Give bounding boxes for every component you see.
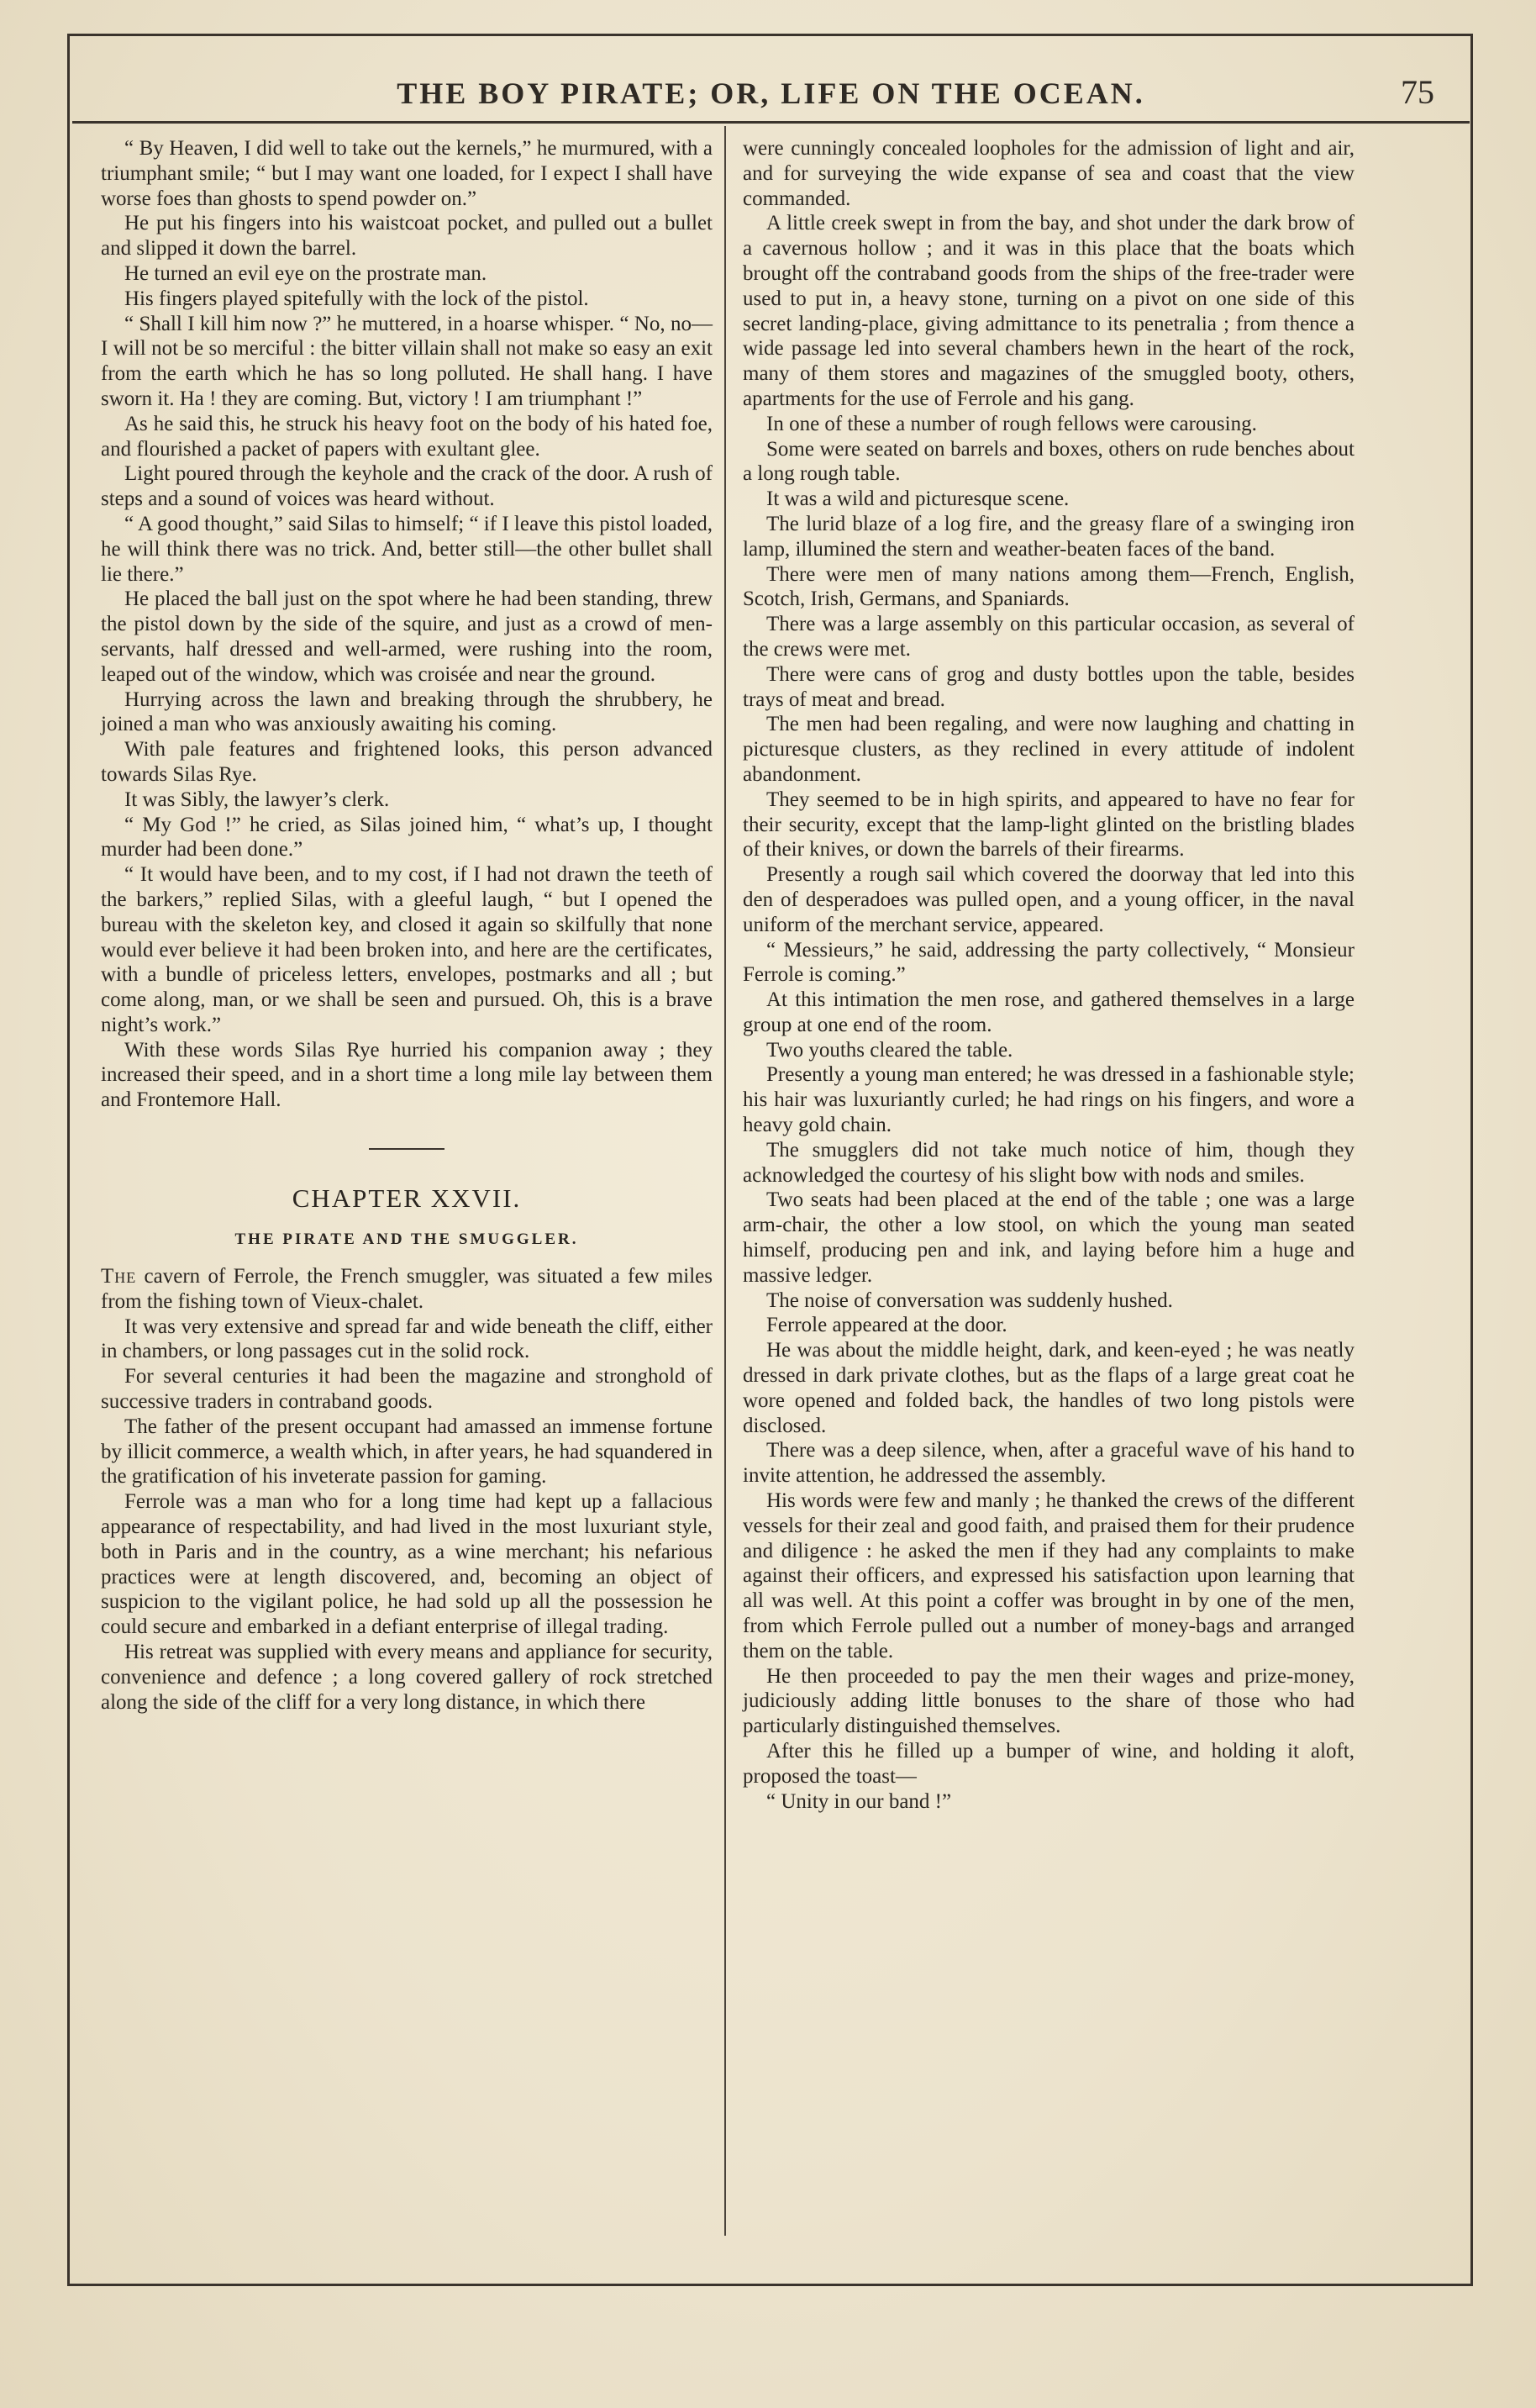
chapter-opening-paragraph xyxy=(101,1264,713,1315)
paragraph: With pale features and frightened looks, this person advanced towards Silas Rye. xyxy=(101,738,713,786)
page-header xyxy=(72,67,1470,119)
paragraph: It was a wild and picturesque scene. xyxy=(766,487,1070,511)
paragraph: The smugglers did not take much notice of him, though they acknowledged the courtesy of his slight bow with nods and smiles. xyxy=(743,1138,1355,1187)
paragraph: There was a large assembly on this particular occasion, as several of the crews were met. xyxy=(743,613,1355,661)
paragraph: He then proceeded to pay the men their wages and prize-money, judiciously adding little bonuses to the share of those who had particularly distinguished themselves. xyxy=(743,1664,1355,1738)
paragraph: He put his fingers into his waistcoat pocket, and pulled out a bullet and slipped it down the barrel. xyxy=(101,212,713,261)
chapter-heading: CHAPTER XXVII. xyxy=(292,1183,522,1214)
paragraph: There were cans of grog and dusty bottles upon the table, besides trays of meat and bread. xyxy=(743,662,1355,711)
paragraph: “ My God !” he cried, as Silas joined him, “ what’s up, I thought murder had been done.” xyxy=(101,813,713,862)
paragraph: The lurid blaze of a log fire, and the greasy flare of a swinging iron lamp, illumined the stern and weather-beaten faces of the band. xyxy=(743,512,1355,561)
running-title: THE BOY PIRATE; OR, LIFE ON THE OCEAN. xyxy=(397,76,1145,110)
left-column xyxy=(101,136,713,1715)
right-column xyxy=(743,136,1355,1814)
paragraph: The noise of conversation was suddenly hushed. xyxy=(766,1288,1173,1312)
column-divider xyxy=(724,126,726,2236)
paragraph: At this intimation the men rose, and gathered themselves in a large group at one end of the room. xyxy=(743,988,1355,1036)
paragraph: Presently a young man entered; he was dressed in a fashionable style; his hair was luxuriantly curled; he had rings on his fingers, and wore a heavy gold chain. xyxy=(743,1063,1355,1137)
paragraph: In one of these a number of rough fellows were carousing. xyxy=(766,412,1257,435)
paragraph: Two youths cleared the table. xyxy=(766,1038,1013,1062)
paragraph: The father of the present occupant had amassed an immense fortune by illicit commerce, a wealth which, in after years, he had squandered in the gratification of his inveterate passion for gaming. xyxy=(101,1415,713,1489)
paragraph: Ferrole appeared at the door. xyxy=(766,1314,1007,1337)
paragraph: Light poured through the keyhole and the crack of the door. A rush of steps and a sound of voices was heard without. xyxy=(101,462,713,511)
paragraph: There was a deep silence, when, after a graceful wave of his hand to invite attention, he addressed the assembly. xyxy=(743,1439,1355,1488)
chapter-opening-text: cavern of Ferrole, the French smuggler, was situated a few miles from the fishing town of Vieux-chalet. xyxy=(101,1265,713,1313)
paragraph: It was Sibly, the lawyer’s clerk. xyxy=(124,788,390,811)
paragraph: For several centuries it had been the magazine and stronghold of successive traders in contraband goods. xyxy=(101,1365,713,1414)
paragraph: It was very extensive and spread far and wide beneath the cliff, either in chambers, or long passages cut in the solid rock. xyxy=(101,1315,713,1363)
chapter-first-word: The xyxy=(101,1265,137,1288)
paragraph: His fingers played spitefully with the lock of the pistol. xyxy=(124,287,589,310)
paragraph: The men had been regaling, and were now laughing and chatting in picturesque clusters, as they reclined in every attitude of indolent abandonment. xyxy=(743,713,1355,786)
paragraph: There were men of many nations among them—French, English, Scotch, Irish, Germans, and Spaniards. xyxy=(743,562,1355,611)
chapter-separator-rule xyxy=(369,1148,444,1150)
paragraph: “ A good thought,” said Silas to himself; “ if I leave this pistol loaded, he will think there was no trick. And, better still—the other bullet shall lie there.” xyxy=(101,512,713,586)
paragraph: “ Shall I kill him now ?” he muttered, in a hoarse whisper. “ No, no—I will not be so merciful : the bitter villain shall not make so easy an exit from the earth which he has so long polluted. He shall hang. I have sworn it. Ha ! they are coming. But, victory ! I am triumphant !” xyxy=(101,312,713,410)
paragraph: “ Messieurs,” he said, addressing the party collectively, “ Monsieur Ferrole is coming.” xyxy=(743,938,1355,987)
paragraph: As he said this, he struck his heavy foot on the body of his hated foe, and flourished a packet of papers with exultant glee. xyxy=(101,412,713,461)
paragraph: His retreat was supplied with every means and appliance for security, convenience and defence ; a long covered gallery of rock stretched along the side of the cliff for a very long distance, in which there xyxy=(101,1641,713,1714)
paragraph: With these words Silas Rye hurried his companion away ; they increased their speed, and in a short time a long mile lay between them and Frontemore Hall. xyxy=(101,1038,713,1112)
paragraph: “ It would have been, and to my cost, if I had not drawn the teeth of the barkers,” replied Silas, with a gleeful laugh, “ but I opened the bureau with the skeleton key, and closed it again so skilfully that none would ever believe it had been broken into, and here are the certificates, with a bundle of priceless letters, envelopes, postmarks and all ; but come along, man, or we shall be seen and pursued. Oh, this is a brave night’s work.” xyxy=(101,863,713,1036)
paragraph: Some were seated on barrels and boxes, others on rude benches about a long rough table. xyxy=(743,437,1355,486)
header-rule xyxy=(72,121,1470,124)
chapter-subtitle: THE PIRATE AND THE SMUGGLER. xyxy=(234,1230,579,1249)
paragraph: A little creek swept in from the bay, and shot under the dark brow of a cavernous hollow ; and it was in this place that the boats which brought off the contraband goods from the ships of the free-trader were used to put in, a heavy stone, turning on a pivot on one side of this secret landing-place, giving admittance to its penetralia ; from thence a wide passage led into several chambers hewn in the heart of the rock, many of them stores and magazines of the smuggled booty, others, apartments for the use of Ferrole and his gang. xyxy=(743,212,1355,410)
paragraph: Two seats had been placed at the end of the table ; one was a large arm-chair, the other a low stool, on which the young man seated himself, producing pen and ink, and laying before him a huge and massive ledger. xyxy=(743,1188,1355,1287)
paragraph: They seemed to be in high spirits, and appeared to have no fear for their security, except that the lamp-light glinted on the bristling blades of their knives, or down the barrels of their firearms. xyxy=(743,788,1355,862)
paragraph: Hurrying across the lawn and breaking through the shrubbery, he joined a man who was anxiously awaiting his coming. xyxy=(101,688,713,736)
paragraph: “ Unity in our band !” xyxy=(766,1789,952,1813)
paragraph: He placed the ball just on the spot where he had been standing, threw the pistol down by the side of the squire, and just as a crowd of men-servants, half dressed and well-armed, were rushing into the room, leaped out of the window, which was croisée and near the ground. xyxy=(101,588,713,686)
paragraph: He was about the middle height, dark, and keen-eyed ; he was neatly dressed in dark private clothes, but as the flaps of a large great coat he wore opened and folded back, the handles of two long pistols were disclosed. xyxy=(743,1339,1355,1437)
paragraph: His words were few and manly ; he thanked the crews of the different vessels for their zeal and good faith, and praised them for their prudence and diligence : he asked the men if they had any complaints to make against their officers, and expressed his satisfaction upon learning that all was well. At this point a coffer was brought in by one of the men, from which Ferrole pulled out a number of money-bags and arranged them on the table. xyxy=(743,1489,1355,1662)
paragraph: After this he filled up a bumper of wine, and holding it aloft, proposed the toast— xyxy=(743,1740,1355,1788)
paragraph: Ferrole was a man who for a long time had kept up a fallacious appearance of respectability, and had lived in the most luxuriant style, both in Paris and in the country, as a wine merchant; his nefarious practices were at length discovered, and, becoming an object of suspicion to the vigilant police, he had sold up all the possession he could secure and embarked in a defiant enterprise of illegal trading. xyxy=(101,1490,713,1639)
paragraph: “ By Heaven, I did well to take out the kernels,” he murmured, with a triumphant smile; “ but I may want one loaded, for I expect I shall have worse foes than ghosts to spend powder on.” xyxy=(101,137,713,210)
continuation-paragraph: were cunningly concealed loopholes for the admission of light and air, and for surveying the wide expanse of sea and coast that the view commanded. xyxy=(743,137,1355,210)
paragraph: He turned an evil eye on the prostrate man. xyxy=(124,261,487,285)
paragraph: Presently a rough sail which covered the doorway that led into this den of desperadoes was pulled open, and a young officer, in the naval uniform of the merchant service, appeared. xyxy=(743,863,1355,936)
page-number: 75 xyxy=(1401,73,1434,111)
